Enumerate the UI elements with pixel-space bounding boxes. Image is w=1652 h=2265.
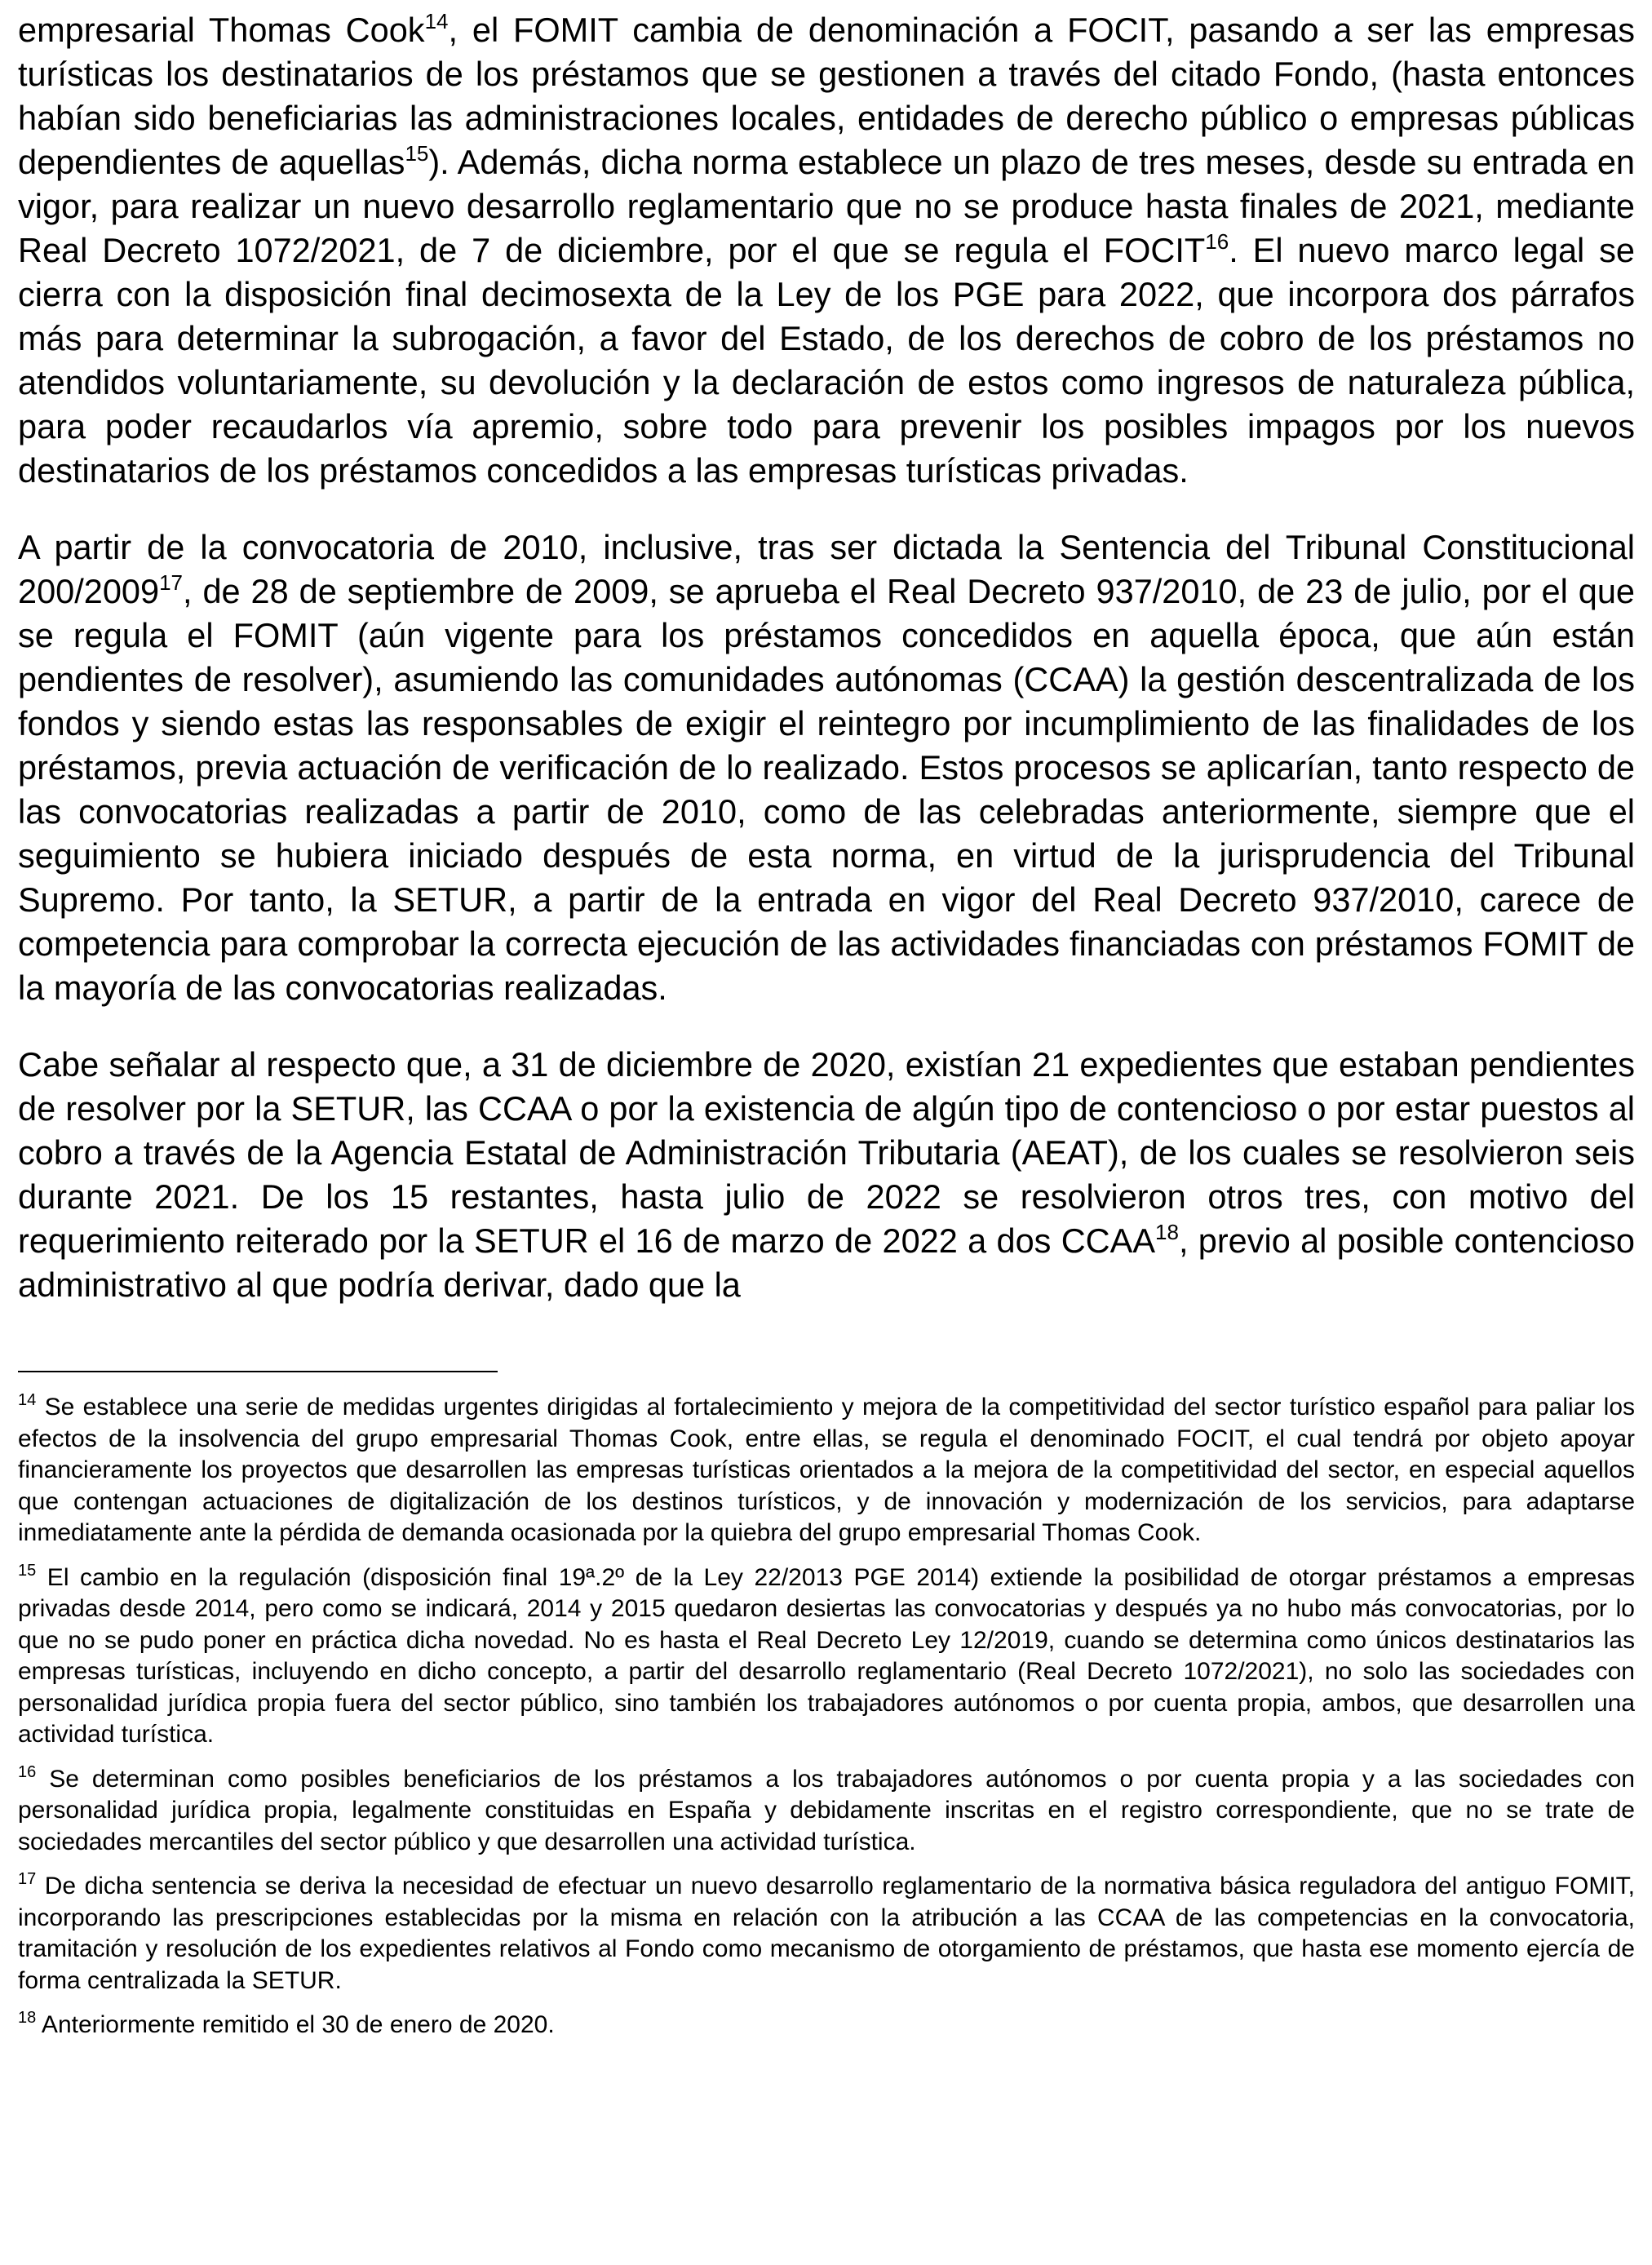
p3-text-b: , previo al posible contencioso administrativo al que podría derivar, dado que la (18, 1221, 1635, 1304)
p2-text-a: A partir de la convocatoria de 2010, inclusive, tras ser dictada la Sentencia del Tribunal Constitucional 200/2009 (18, 528, 1635, 610)
footnote-separator (18, 1371, 498, 1372)
footnote-text: Anteriormente remitido el 30 de enero de 2020. (36, 2011, 555, 2038)
footnote-number: 17 (18, 1870, 37, 1888)
body-paragraph-1 (18, 8, 1635, 493)
footnote-text: Se establece una serie de medidas urgentes dirigidas al fortalecimiento y mejora de la competitividad del sector turístico español para paliar los efectos de la insolvencia del grupo empresarial Thomas Cook, entre ellas, se regula el denominado FOCIT, el cual tendrá por objeto apoyar financieramente los proyectos que desarrollen las empresas turísticas orientados a la mejora de la competitividad del sector, en especial aquellos que contengan actuaciones de digitalización de los destinos turísticos, y de innovación y modernización de los servicios, para adaptarse inmediatamente ante la pérdida de demanda ocasionada por la quiebra del grupo empresarial Thomas Cook. (18, 1394, 1635, 1546)
footnote-14 (18, 1392, 1635, 1549)
footnote-18 (18, 2010, 1635, 2041)
body-paragraph-2 (18, 525, 1635, 1010)
footnote-ref-17[interactable]: 17 (159, 570, 184, 595)
body-paragraph-3 (18, 1043, 1635, 1307)
p3-text-a: Cabe señalar al respecto que, a 31 de diciembre de 2020, existían 21 expedientes que estaban pendientes de resolver por la SETUR, las CCAA o por la existencia de algún tipo de contencioso o por estar puestos al cobro a través de la Agencia Estatal de Administración Tributaria (AEAT), de los cuales se resolvieron seis durante 2021. De los 15 restantes, hasta julio de 2022 se resolvieron otros tres, con motivo del requerimiento reiterado por la SETUR el 16 de marzo de 2022 a dos CCAA (18, 1045, 1635, 1260)
footnote-ref-18[interactable]: 18 (1155, 1220, 1179, 1244)
footnote-number: 15 (18, 1561, 37, 1580)
p2-text-b: , de 28 de septiembre de 2009, se aprueba el Real Decreto 937/2010, de 23 de julio, por el que se regula el FOMIT (aún vigente para los préstamos concedidos en aquella época, que aún están pendientes de resolver), asumiendo las comunidades autónomas (CCAA) la gestión descentralizada de los fondos y siendo estas las responsables de exigir el reintegro por incumplimiento de las finalidades de los préstamos, previa actuación de verificación de lo realizado. Estos procesos se aplicarían, tanto respecto de las convocatorias realizadas a partir de 2010, como de las celebradas anteriormente, siempre que el seguimiento se hubiera iniciado después de esta norma, en virtud de la jurisprudencia del Tribunal Supremo. Por tanto, la SETUR, a partir de la entrada en vigor del Real Decreto 937/2010, carece de competencia para comprobar la correcta ejecución de las actividades financiadas con préstamos FOMIT de la mayoría de las convocatorias realizadas. (18, 572, 1635, 1007)
footnote-number: 16 (18, 1762, 37, 1781)
p1-text-b: , el FOMIT cambia de denominación a FOCIT, pasando a ser las empresas turísticas los destinatarios de los préstamos que se gestionen a través del citado Fondo, (hasta entonces habían sido beneficiarias las administraciones locales, entidades de derecho público o empresas públicas dependientes de aquellas (18, 11, 1635, 181)
footnote-15 (18, 1562, 1635, 1751)
document-page (18, 0, 1635, 2054)
footnote-text: El cambio en la regulación (disposición final 19ª.2º de la Ley 22/2013 PGE 2014) extiende la posibilidad de otorgar préstamos a empresas privadas desde 2014, pero como se indicará, 2014 y 2015 quedaron desiertas las convocatorias y después ya no hubo más convocatorias, por lo que no se pudo poner en práctica dicha novedad. No es hasta el Real Decreto Ley 12/2019, cuando se determina como únicos destinatarios las empresas turísticas, incluyendo en dicho concepto, a partir del desarrollo reglamentario (Real Decreto 1072/2021), no solo las sociedades con personalidad jurídica propia fuera del sector público, sino también los trabajadores autónomos o por cuenta propia, ambos, que desarrollen una actividad turística. (18, 1563, 1635, 1748)
footnote-number: 14 (18, 1391, 37, 1409)
p1-text-a: empresarial Thomas Cook (18, 11, 425, 49)
footnote-text: De dicha sentencia se deriva la necesidad de efectuar un nuevo desarrollo reglamentario de la normativa básica reguladora del antiguo FOMIT, incorporando las prescripciones establecidas por la misma en relación con la atribución a las CCAA de las competencias en la convocatoria, tramitación y resolución de los expedientes relativos al Fondo como mecanismo de otorgamiento de préstamos, que hasta ese momento ejercía de forma centralizada la SETUR. (18, 1873, 1635, 1994)
footnote-number: 18 (18, 2009, 37, 2027)
footnote-17 (18, 1871, 1635, 1997)
footnote-16 (18, 1764, 1635, 1859)
footnote-ref-14[interactable]: 14 (424, 9, 449, 33)
p1-text-c: ). Además, dicha norma establece un plazo de tres meses, desde su entrada en vigor, para realizar un nuevo desarrollo reglamentario que no se produce hasta finales de 2021, mediante Real Decreto 1072/2021, de 7 de diciembre, por el que se regula el FOCIT (18, 143, 1635, 269)
p1-text-d: . El nuevo marco legal se cierra con la disposición final decimosexta de la Ley de los PGE para 2022, que incorpora dos párrafos más para determinar la subrogación, a favor del Estado, de los derechos de cobro de los préstamos no atendidos voluntariamente, su devolución y la declaración de estos como ingresos de naturaleza pública, para poder recaudarlos vía apremio, sobre todo para prevenir los posibles impagos por los nuevos destinatarios de los préstamos concedidos a las empresas turísticas privadas. (18, 231, 1635, 490)
footnote-ref-15[interactable]: 15 (405, 141, 429, 166)
footnote-ref-16[interactable]: 16 (1205, 229, 1229, 254)
footnote-text: Se determinan como posibles beneficiarios de los préstamos a los trabajadores autónomos o por cuenta propia y a las sociedades con personalidad jurídica propia, legalmente constituidas en España y debidamente inscritas en el registro correspondiente, que no se trate de sociedades mercantiles del sector público y que desarrollen una actividad turística. (18, 1765, 1635, 1855)
